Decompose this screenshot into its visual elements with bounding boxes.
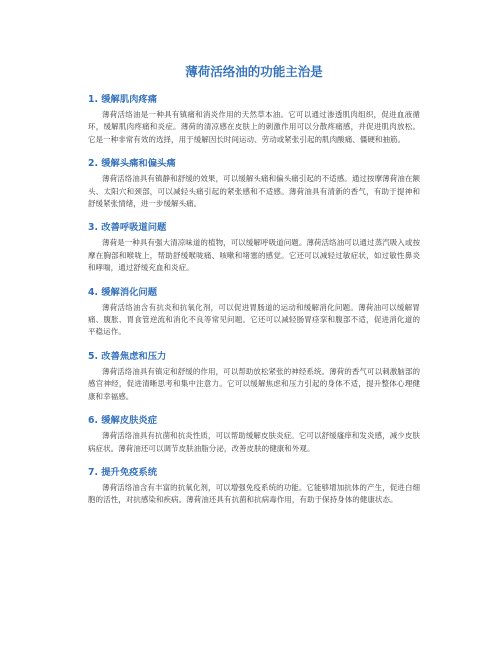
section-skin-inflammation xyxy=(88,415,420,455)
section-respiratory xyxy=(88,222,420,274)
section-heading: 3. 改善呼吸道问题 xyxy=(88,222,167,234)
section-body: 薄荷活络油具有镇定和舒缓的作用，可以帮助放松紧张的神经系统。薄荷的香气可以刺激脑部的感官神经，促进清晰思考和集中注意力。它可以缓解焦虑和压力引起的身体不适，提升整体心理健康和幸福感。 xyxy=(88,366,420,401)
document-title: 薄荷活络油的功能主治是 xyxy=(185,64,323,79)
section-body: 薄荷活络油具有抗菌和抗炎性质，可以帮助缓解皮肤炎症。它可以舒缓瘙痒和发炎感，减少皮肤病症状。薄荷油还可以调节皮肤油脂分泌，改善皮肤的健康和外观。 xyxy=(88,431,420,453)
section-heading: 7. 提升免疫系统 xyxy=(88,466,158,478)
section-heading: 2. 缓解头痛和偏头痛 xyxy=(88,158,176,170)
section-body: 薄荷活络油含有抗炎和抗氧化剂，可以促进胃肠道的运动和缓解消化问题。薄荷油可以缓解胃痛、腹胀、胃食管逆流和消化不良等常见问题。它还可以减轻肠胃痉挛和腹部不适，促进消化道的平稳运作。 xyxy=(88,302,420,337)
section-headache xyxy=(88,158,420,210)
section-immune-system xyxy=(88,467,420,507)
section-muscle-pain xyxy=(88,94,420,146)
section-body: 薄荷是一种具有强大清凉味道的植物，可以缓解呼吸道问题。薄荷活络油可以通过蒸汽吸入或按摩在胸部和喉咙上，帮助舒缓喉咙痛、咳嗽和堵塞的感觉。它还可以减轻过敏症状，如过敏性鼻炎和哮喘，通过舒缓充血和炎症。 xyxy=(88,238,420,273)
section-body: 薄荷活络油含有丰富的抗氧化剂，可以增强免疫系统的功能。它能够增加抗体的产生，促进白细胞的活性，对抗感染和疾病。薄荷油还具有抗菌和抗病毒作用，有助于保持身体的健康状态。 xyxy=(88,482,420,505)
section-heading: 6. 缓解皮肤炎症 xyxy=(88,415,158,427)
section-heading: 5. 改善焦虑和压力 xyxy=(88,350,167,362)
section-body: 薄荷活络油具有镇静和舒缓的效果，可以缓解头痛和偏头痛引起的不适感。通过按摩薄荷油在额头、太阳穴和颈部，可以减轻头痛引起的紧张感和不适感。薄荷油具有清新的香气，有助于提神和舒缓紧张情绪，进一步缓解头痛。 xyxy=(88,174,420,209)
section-heading: 1. 缓解肌肉疼痛 xyxy=(88,94,158,105)
section-heading: 4. 缓解消化问题 xyxy=(88,286,158,298)
section-digestion xyxy=(88,287,420,339)
section-anxiety-stress xyxy=(88,351,420,403)
section-body: 薄荷活络油是一种具有镇痛和消炎作用的天然草本油。它可以通过渗透肌肉组织，促进血液循环，缓解肌肉疼痛和炎症。薄荷的清凉感在皮肤上的刺激作用可以分散疼痛感，并促进肌肉放松。它是一种非常有效的选择，用于缓解因长时间运动、劳动或紧张引起的肌肉酸痛、僵硬和抽筋。 xyxy=(88,110,420,144)
